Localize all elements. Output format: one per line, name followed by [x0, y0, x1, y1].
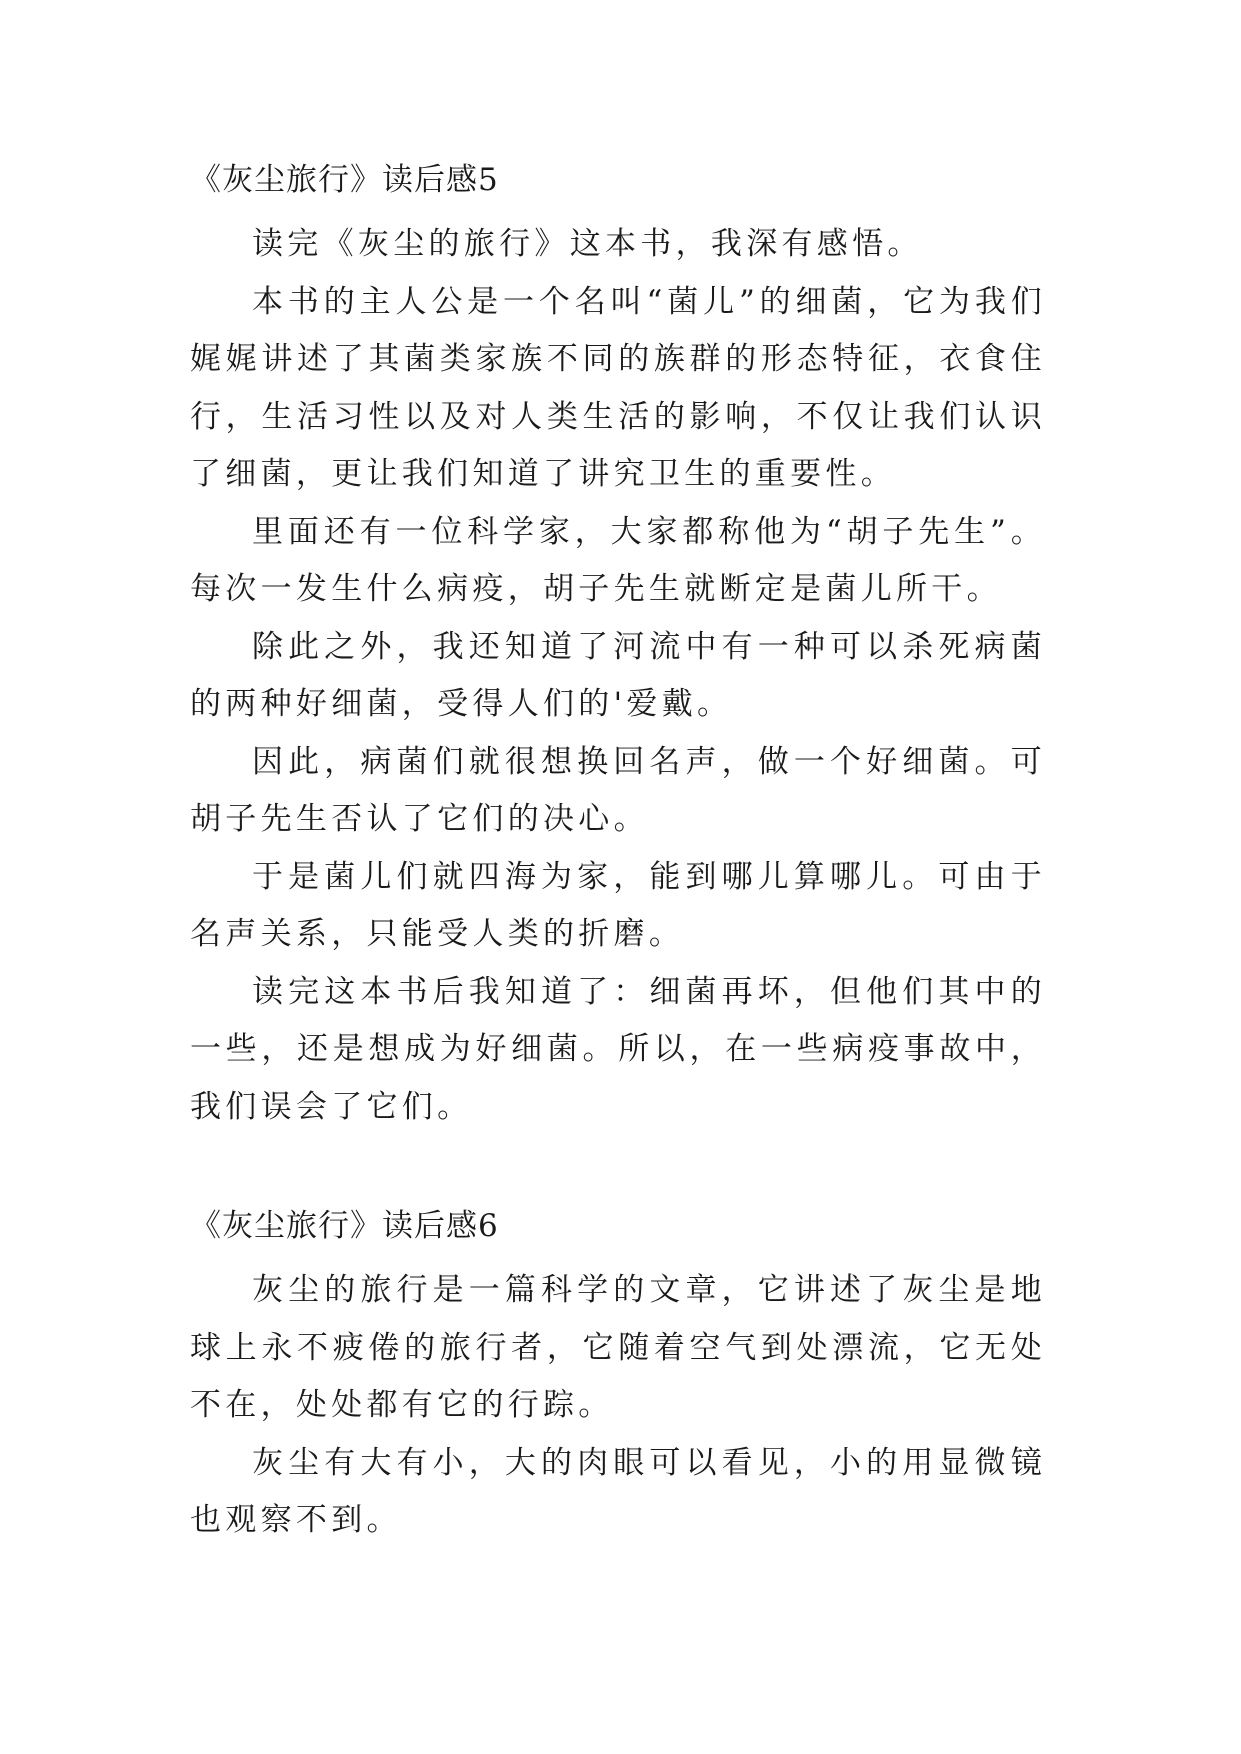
- section-divider: [190, 1136, 1046, 1206]
- paragraph: 因此，病菌们就很想换回名声，做一个好细菌。可胡子先生否认了它们的决心。: [190, 743, 1046, 837]
- paragraph: 里面还有一位科学家，大家都称他为“胡子先生”。每次一发生什么病疫，胡子先生就断定是菌儿所干。: [190, 513, 1046, 607]
- paragraph: 灰尘的旅行是一篇科学的文章，它讲述了灰尘是地球上永不疲倦的旅行者，它随着空气到处漂流，它无处不在，处处都有它的行踪。: [190, 1272, 1046, 1423]
- paragraph: 读完《灰尘的旅行》这本书，我深有感悟。: [252, 226, 923, 262]
- paragraph: 读完这本书后我知道了：细菌再坏，但他们其中的一些，还是想成为好细菌。所以，在一些病疫事故中，我们误会了它们。: [190, 973, 1046, 1125]
- section-title: 《灰尘旅行》读后感5: [190, 162, 499, 198]
- paragraph: 灰尘有大有小，大的肉眼可以看见，小的用显微镜也观察不到。: [190, 1444, 1046, 1538]
- paragraph: 本书的主人公是一个名叫“菌儿”的细菌，它为我们娓娓讲述了其菌类家族不同的族群的形态特征，衣食住行，生活习性以及对人类生活的影响，不仅让我们认识了细菌，更让我们知道了讲究卫生的重要性。: [190, 283, 1046, 492]
- paragraph: 于是菌儿们就四海为家，能到哪儿算哪儿。可由于名声关系，只能受人类的折磨。: [190, 858, 1046, 952]
- document-page: [190, 160, 1046, 1550]
- paragraph: 除此之外，我还知道了河流中有一种可以杀死病菌的两种好细菌，受得人们的'爱戴。: [190, 628, 1046, 722]
- section-title: 《灰尘旅行》读后感6: [190, 1208, 499, 1244]
